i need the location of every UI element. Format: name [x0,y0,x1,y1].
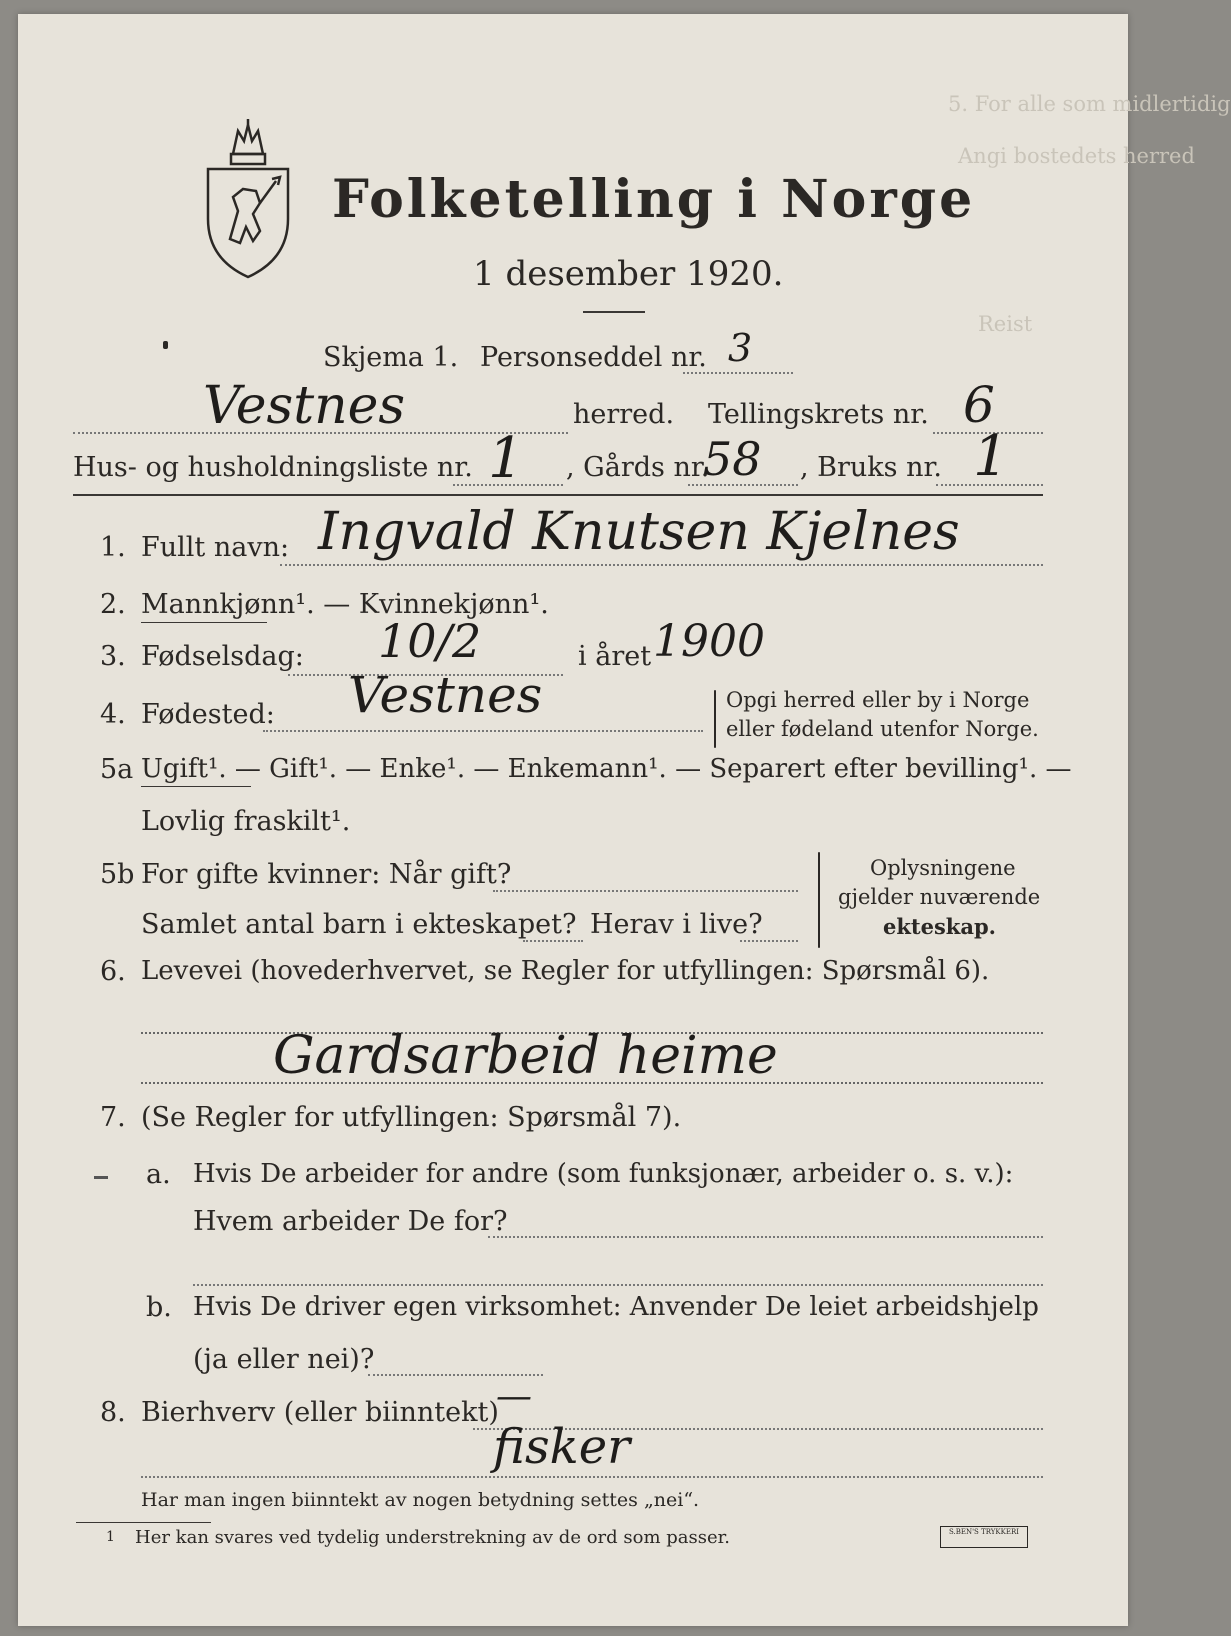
q5b-note-2: gjelder nuværende [838,885,1041,909]
occupation-value: Gardsarbeid heime [273,1026,778,1086]
no-income-note: Har man ingen biinntekt av nogen betydning settes „nei“. [141,1489,700,1511]
q4-brace [714,690,716,748]
q1-label: Fullt navn: [141,532,290,563]
census-form-sheet [18,14,1231,1626]
footnote-text: Her kan svares ved tydelig understrekning av de ord som passer. [135,1527,730,1548]
q8-dash: — [496,1376,532,1417]
husliste-value: 1 [488,426,524,491]
birthplace-value: Vestnes [348,666,543,724]
q4-note-1: Opgi herred eller by i Norge [726,688,1030,712]
q4-note-2: eller fødeland utenfor Norge. [726,717,1039,741]
q7a-line2: Hvem arbeider De for? [193,1206,508,1237]
q1-line [280,564,1043,566]
ink-mark [94,1176,108,1179]
q7a-line1: Hvis De arbeider for andre (som funksjonær, arbeider o. s. v.): [193,1159,1014,1189]
printer-stamp-text: S.BEN'S TRYKKERI [948,1528,1020,1536]
q7-number: 7. [100,1102,126,1133]
norwegian-coat-of-arms-icon [198,119,298,279]
q4-number: 4. [100,699,126,730]
q3-number: 3. [100,641,126,672]
q8-number: 8. [100,1397,126,1428]
q5b-brace [818,852,820,948]
bruks-value: 1 [973,424,1009,489]
herred-label: herred. [573,399,675,430]
q8-line-2 [141,1476,1043,1478]
ink-mark [163,341,168,349]
personseddel-line [683,372,793,374]
q5b-line2b: Herav i live? [590,909,763,940]
q5b-number: 5b [100,859,135,890]
q7b-line1: Hvis De driver egen virksomhet: Anvender De leiet arbeidshjelp [193,1292,1039,1322]
bleed-through: Angi bostedets herred [958,144,1195,168]
personseddel-label: Personseddel nr. [480,342,707,373]
section-rule [73,494,1043,496]
q6-label: Levevei (hovederhvervet, se Regler for utfyllingen: Spørsmål 6). [141,956,990,986]
employer-line-2 [193,1284,1043,1286]
bleed-through: 5. For alle som midlertidig [948,92,1231,116]
q7b-letter: b. [146,1292,172,1323]
herred-value: Vestnes [203,376,406,436]
q4-label: Fødested: [141,699,275,730]
q7a-letter: a. [146,1159,171,1190]
schema-label: Skjema 1. [323,342,459,373]
personseddel-value: 3 [728,326,753,370]
title-divider [583,311,645,313]
full-name-value: Ingvald Knutsen Kjelnes [318,502,960,562]
marital-options-cont: Lovlig fraskilt¹. [141,806,351,837]
q1-number: 1. [100,532,126,563]
census-date: 1 desember 1920. [473,254,784,294]
q5a-number: 5a [100,754,134,785]
birth-date-value: 10/2 [378,614,482,668]
q5b-note-3: ekteskap. [883,914,996,939]
employer-line [488,1236,1043,1238]
marital-options: Ugift¹. — Gift¹. — Enke¹. — Enkemann¹. — Separert efter bevilling¹. — [141,754,1072,784]
q4-line [263,730,703,732]
q7-label: (Se Regler for utfyllingen: Spørsmål 7). [141,1102,682,1133]
q5b-note-1: Oplysningene [870,856,1016,880]
birth-year-value: 1900 [653,616,765,667]
bleed-through: Reist [978,312,1033,336]
tellingskrets-label: Tellingskrets nr. [708,399,929,430]
living-line [740,940,798,942]
husliste-label: Hus- og husholdningsliste nr. [73,452,473,483]
gards-value: 58 [703,432,762,486]
q3-label: Fødselsdag: [141,641,304,672]
children-line [523,940,583,942]
page-title: Folketelling i Norge [332,169,976,230]
printer-stamp [940,1526,1028,1548]
married-when-line [493,890,798,892]
q3-year-label: i året [578,641,652,672]
gards-label: , Gårds nr. [566,452,710,483]
gender-underline [141,622,267,623]
footnote-number: 1 [106,1529,115,1545]
marital-underline [141,786,251,787]
q7b-line2: (ja eller nei)? [193,1344,375,1375]
bruks-label: , Bruks nr. [800,452,943,483]
q2-number: 2. [100,589,126,620]
q6-number: 6. [100,956,126,987]
q5b-line1: For gifte kvinner: Når gift? [141,859,512,890]
gender-options: Mannkjønn¹. — Kvinnekjønn¹. [141,589,549,620]
side-income-value: fisker [493,1419,631,1475]
q8-label: Bierhverv (eller biinntekt) [141,1397,499,1428]
footnote-rule [76,1522,211,1523]
q5b-line2a: Samlet antal barn i ekteskapet? [141,909,577,940]
tellingskrets-value: 6 [963,376,995,434]
